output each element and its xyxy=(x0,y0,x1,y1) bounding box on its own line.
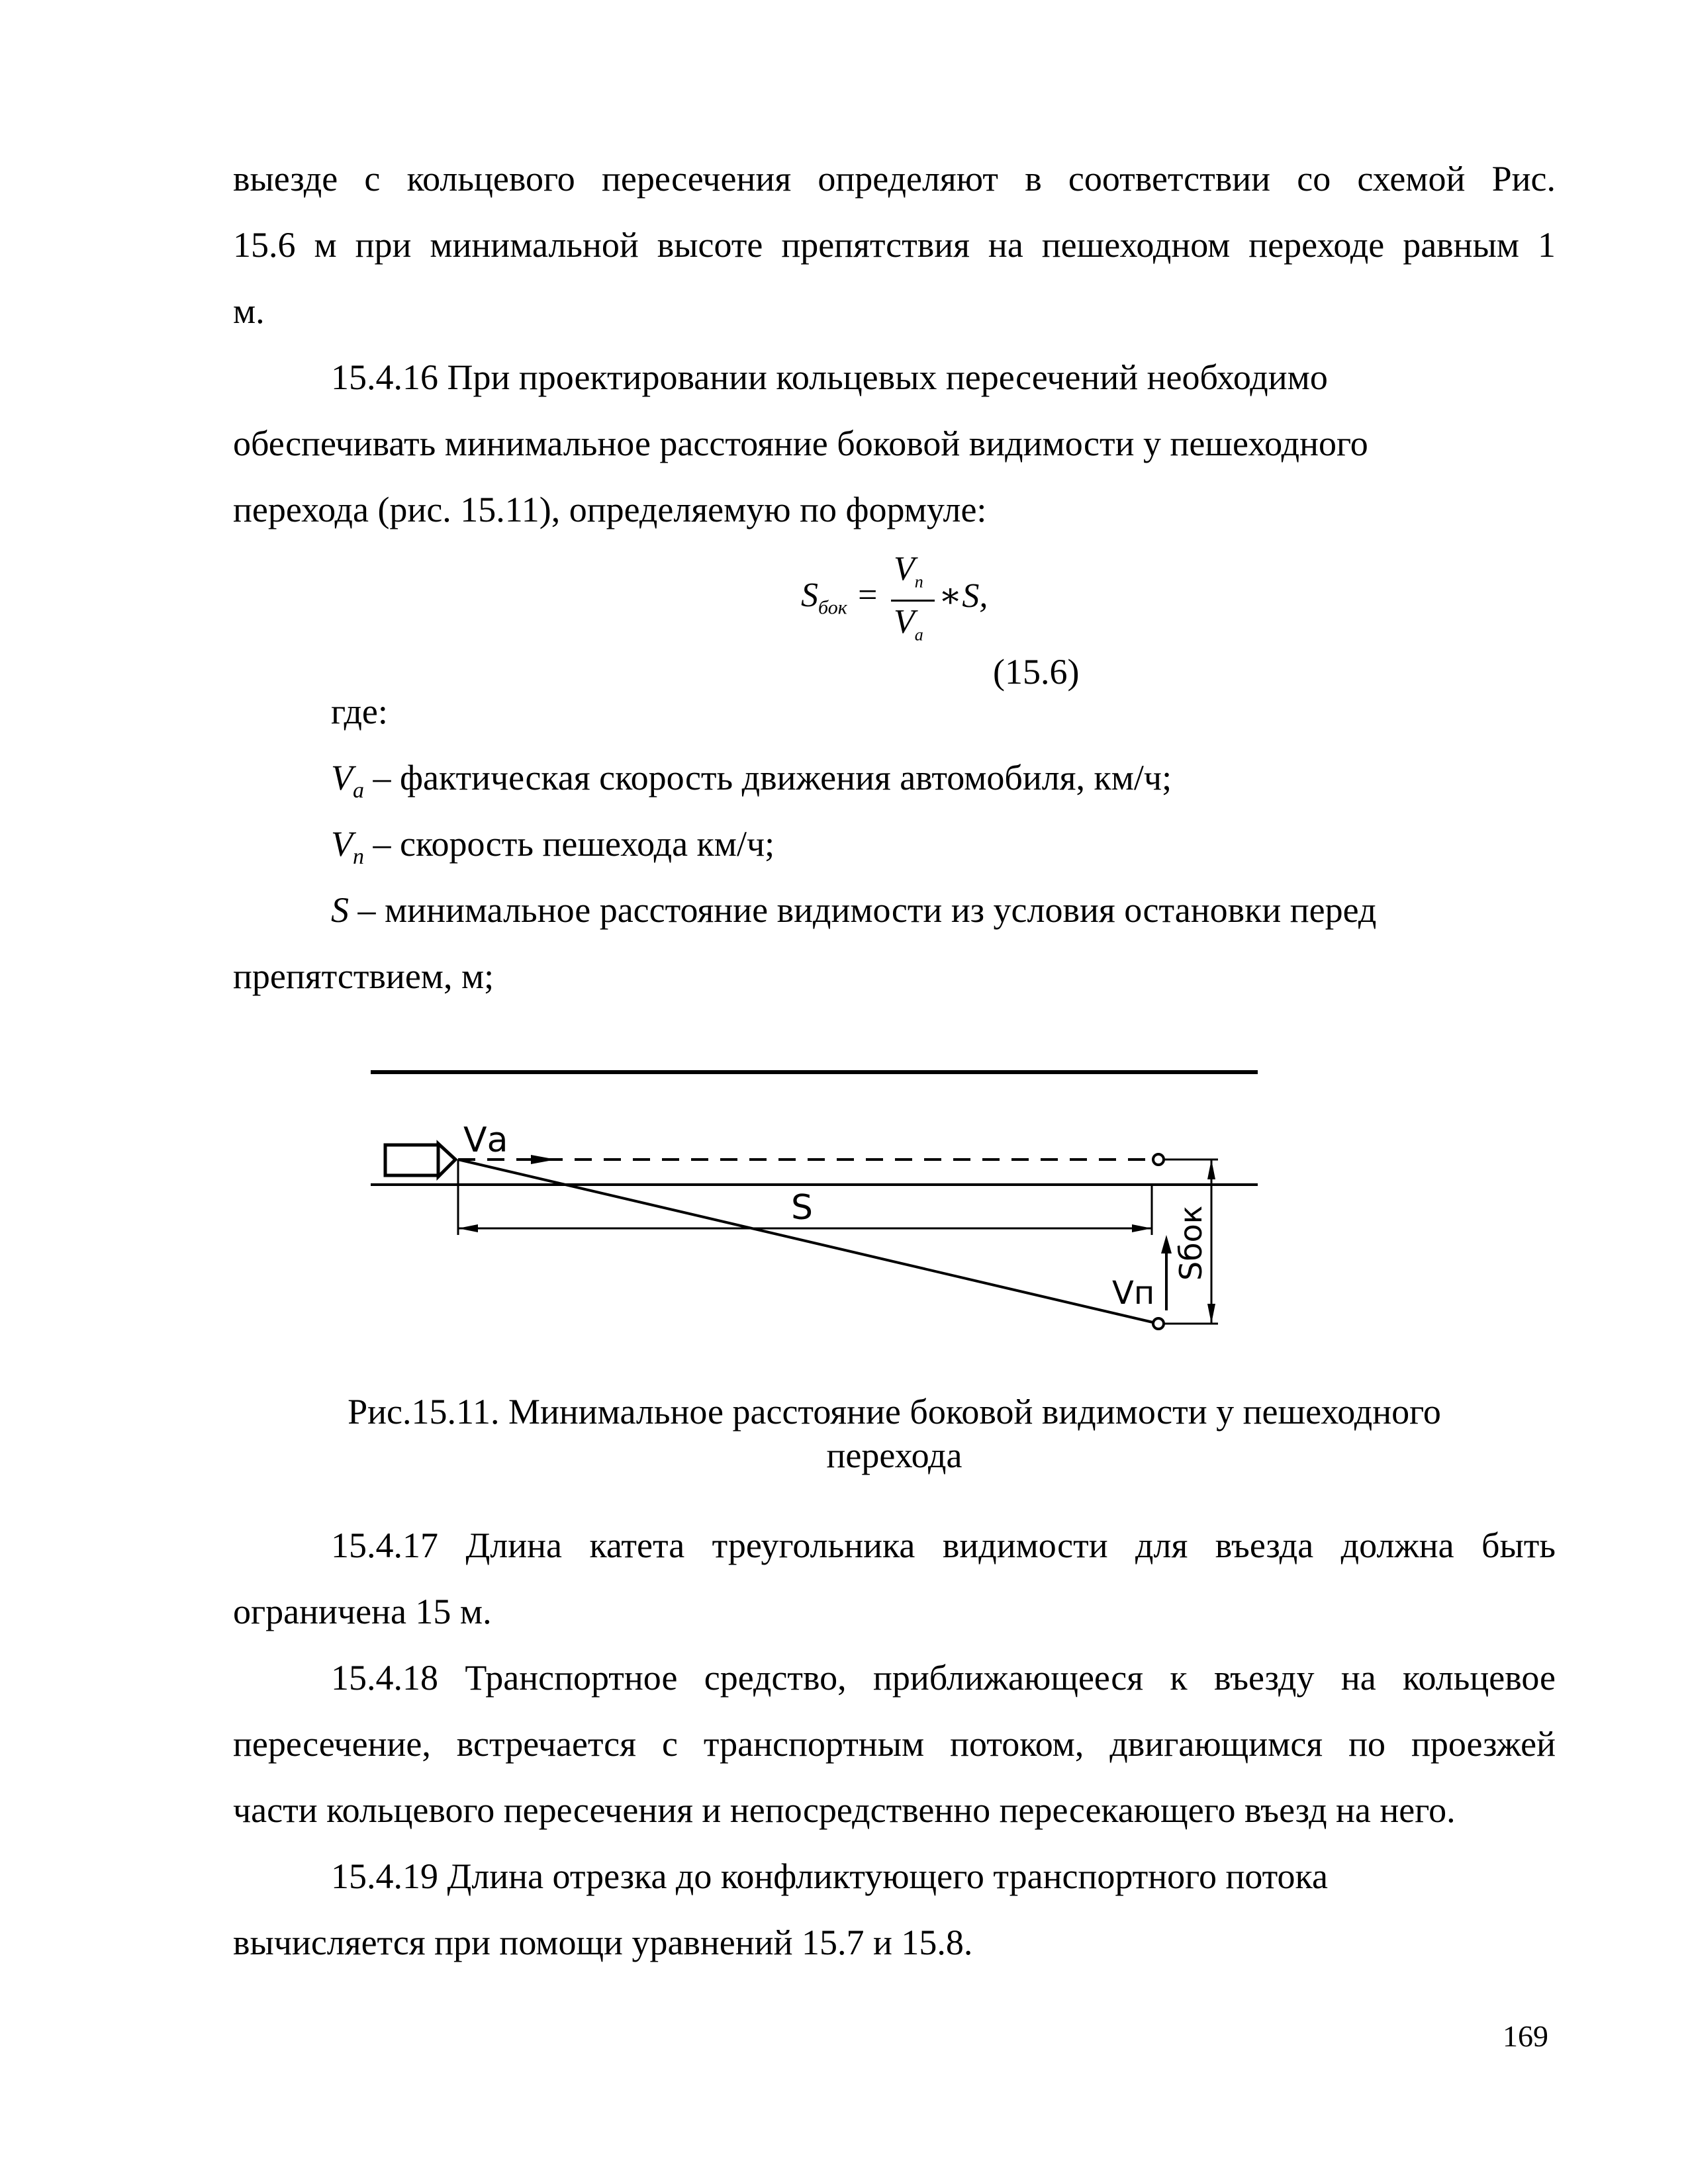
pedestrian-point-bottom xyxy=(1153,1318,1164,1329)
paragraph-line: 15.6 м при минимальной высоте препятствия на пешеходном переходе равным 1 xyxy=(233,225,1556,265)
figure-caption: перехода xyxy=(826,1435,962,1475)
formula-15-6 xyxy=(801,549,1013,655)
paragraph-line: м. xyxy=(233,291,265,331)
paragraph-line: перехода (рис. 15.11), определяемую по формуле: xyxy=(233,490,987,529)
definition-va: $V_a$ – фактическая скорость движения автомобиля, км/ч; xyxy=(331,758,1172,803)
sight-distance-diagram xyxy=(357,1046,1284,1350)
va-label: Vа xyxy=(463,1120,508,1160)
paragraph-line: пересечение, встречается с транспортным потоком, двигающимся по проезжей xyxy=(233,1724,1556,1764)
vn-arrow-head xyxy=(1161,1235,1172,1253)
formula-denominator: $V_а$ xyxy=(894,603,923,645)
va-arrow-head xyxy=(531,1155,556,1164)
formula-lhs: $S_{бок}$ = xyxy=(801,576,879,619)
paragraph-line: обеспечивать минимальное расстояние боковой видимости у пешеходного xyxy=(233,424,1368,463)
dimension-arrow xyxy=(1207,1160,1215,1179)
fraction-bar xyxy=(891,600,935,602)
paragraph-line: 15.4.16 При проектировании кольцевых пересечений необходимо xyxy=(331,357,1328,397)
figure-caption: Рис.15.11. Минимальное расстояние боковой видимости у пешеходного xyxy=(348,1392,1441,1432)
definition-vn: $V_п$ – скорость пешехода км/ч; xyxy=(331,824,775,869)
pedestrian-point-top xyxy=(1153,1154,1164,1165)
sbok-label: Sбок xyxy=(1173,1205,1209,1281)
paragraph-line: 15.4.19 Длина отрезка до конфликтующего транспортного потока xyxy=(331,1856,1328,1896)
definition-s: S – минимальное расстояние видимости из условия остановки перед xyxy=(331,890,1377,930)
dimension-arrow xyxy=(1132,1224,1152,1232)
dimension-arrow xyxy=(458,1224,478,1232)
vn-label: Vп xyxy=(1112,1275,1155,1312)
equation-number: (15.6) xyxy=(993,652,1080,692)
formula-numerator: $V_п$ xyxy=(894,550,923,592)
dimension-arrow xyxy=(1207,1304,1215,1324)
paragraph-line: 15.4.18 Транспортное средство, приближающееся к въезду на кольцевое xyxy=(331,1658,1556,1698)
paragraph-line: части кольцевого пересечения и непосредственно пересекающего въезд на него. xyxy=(233,1790,1456,1830)
car-icon xyxy=(385,1145,438,1175)
page-number: 169 xyxy=(1503,2019,1548,2053)
formula-rhs: ∗S, xyxy=(939,577,988,615)
paragraph-line: 15.4.17 Длина катета треугольника видимости для въезда должна быть xyxy=(331,1525,1556,1565)
definition-s-cont: препятствием, м; xyxy=(233,956,494,996)
paragraph-line: вычисляется при помощи уравнений 15.7 и 15.8. xyxy=(233,1923,973,1962)
s-label: S xyxy=(791,1188,814,1228)
car-front xyxy=(438,1144,455,1177)
paragraph-line: выезде с кольцевого пересечения определяют в соответствии со схемой Рис. xyxy=(233,159,1556,199)
where-label: где: xyxy=(331,692,388,731)
paragraph-line: ограничена 15 м. xyxy=(233,1592,492,1631)
